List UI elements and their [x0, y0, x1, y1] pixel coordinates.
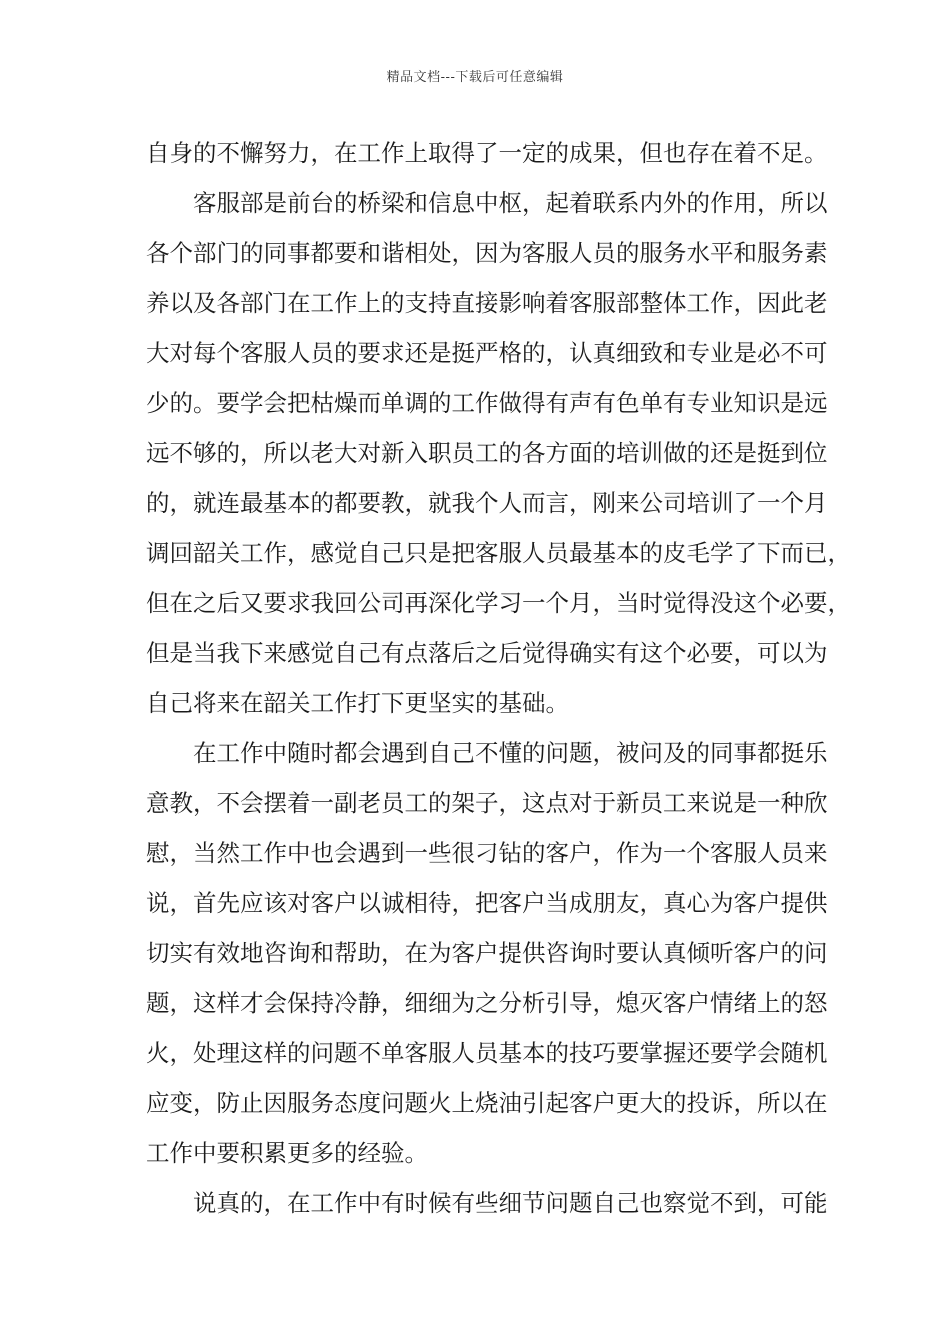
text-line: 远不够的，所以老大对新入职员工的各方面的培训做的还是挺到位 — [146, 439, 828, 467]
text-line: 说，首先应该对客户以诚相待，把客户当成朋友，真心为客户提供 — [146, 889, 828, 917]
text-line: 意教，不会摆着一副老员工的架子，这点对于新员工来说是一种欣 — [146, 789, 828, 817]
text-line: 慰，当然工作中也会遇到一些很刁钻的客户，作为一个客服人员来 — [146, 839, 828, 867]
text-line: 在工作中随时都会遇到自己不懂的问题，被问及的同事都挺乐 — [193, 739, 828, 767]
text-line: 的，就连最基本的都要教，就我个人而言，刚来公司培训了一个月 — [146, 489, 828, 517]
text-line: 客服部是前台的桥梁和信息中枢，起着联系内外的作用，所以 — [193, 189, 828, 217]
text-line: 题，这样才会保持冷静，细细为之分析引导，熄灭客户情绪上的怒 — [146, 989, 828, 1017]
text-line: 自己将来在韶关工作打下更坚实的基础。 — [146, 689, 569, 717]
text-line: 自身的不懈努力，在工作上取得了一定的成果，但也存在着不足。 — [146, 139, 828, 167]
text-line: 各个部门的同事都要和谐相处，因为客服人员的服务水平和服务素 — [146, 239, 828, 267]
text-line: 工作中要积累更多的经验。 — [146, 1139, 428, 1167]
text-line: 切实有效地咨询和帮助，在为客户提供咨询时要认真倾听客户的问 — [146, 939, 828, 967]
text-line: 但在之后又要求我回公司再深化学习一个月，当时觉得没这个必要， — [146, 589, 851, 617]
text-line: 少的。要学会把枯燥而单调的工作做得有声有色单有专业知识是远 — [146, 389, 828, 417]
text-line: 调回韶关工作，感觉自己只是把客服人员最基本的皮毛学了下而已， — [146, 539, 851, 567]
text-line: 大对每个客服人员的要求还是挺严格的，认真细致和专业是必不可 — [146, 339, 828, 367]
text-line: 说真的，在工作中有时候有些细节问题自己也察觉不到，可能 — [193, 1189, 828, 1217]
text-line: 火，处理这样的问题不单客服人员基本的技巧要掌握还要学会随机 — [146, 1039, 828, 1067]
text-line: 养以及各部门在工作上的支持直接影响着客服部整体工作，因此老 — [146, 289, 828, 317]
page-header: 精品文档---下载后可任意编辑 — [386, 70, 564, 85]
text-line: 但是当我下来感觉自己有点落后之后觉得确实有这个必要，可以为 — [146, 639, 828, 667]
document-body — [146, 128, 851, 1228]
text-line: 应变，防止因服务态度问题火上烧油引起客户更大的投诉，所以在 — [146, 1089, 828, 1117]
